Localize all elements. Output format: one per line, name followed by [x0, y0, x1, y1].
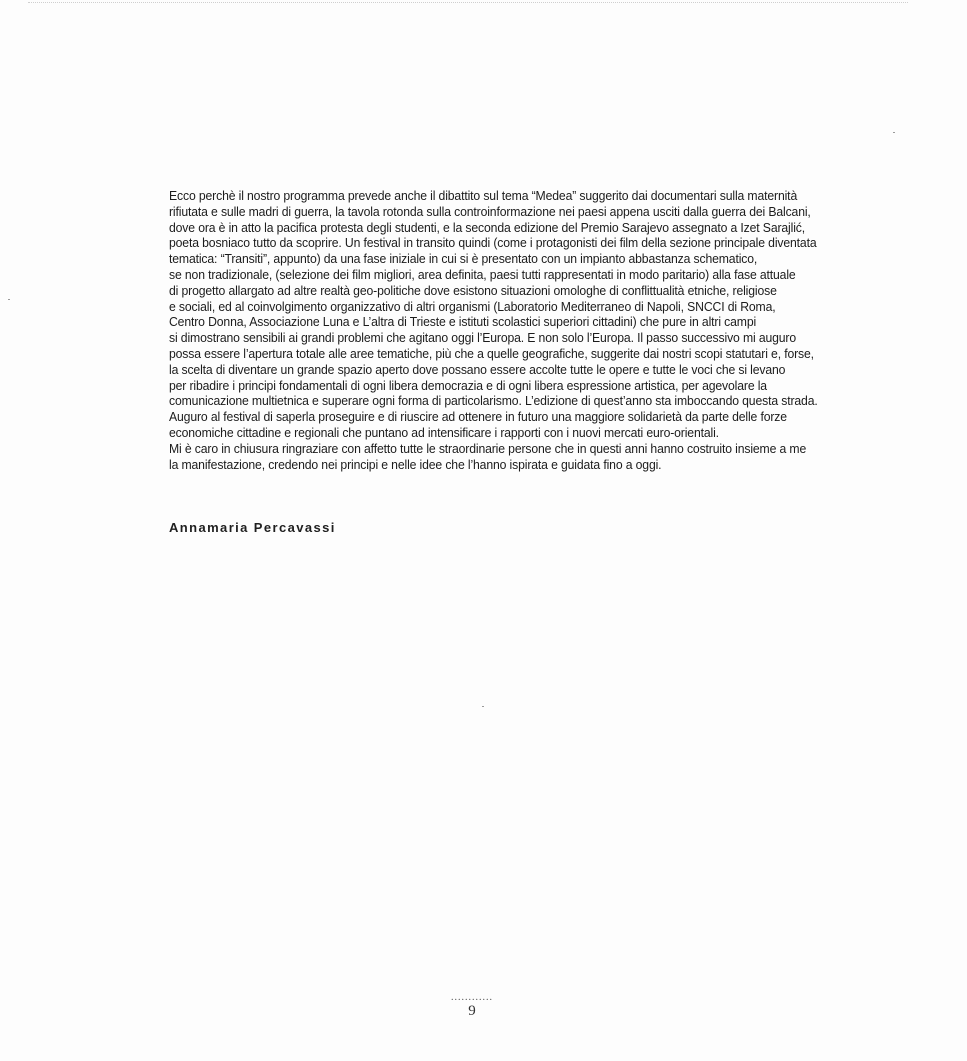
page-number-dots: ............	[451, 992, 493, 1003]
author-signature: Annamaria Percavassi	[169, 520, 336, 535]
page-number: 9	[468, 1003, 476, 1019]
scan-speck	[8, 299, 10, 300]
paragraph-line: poeta bosniaco tutto da scoprire. Un festival in transito quindi (come i protagonisti dei film della sezione principale diventata	[169, 235, 817, 251]
paragraph-line: Auguro al festival di saperla proseguire e di riuscire ad ottenere in futuro una maggiore solidarietà da parte delle forze	[169, 409, 787, 425]
paragraph-line: e sociali, ed al coinvolgimento organizzativo di altri organismi (Laboratorio Mediterraneo di Napoli, SNCCI di Roma,	[169, 298, 776, 314]
paragraph-line: Ecco perchè il nostro programma prevede anche il dibattito sul tema “Medea” suggerito dai documentari sulla maternità	[169, 188, 798, 203]
paragraph-line: tematica: “Transiti”, appunto) da una fase iniziale in cui si è presentato con un impianto abbastanza schematico,	[169, 251, 758, 267]
paragraph-line: di progetto allargato ad altre realtà geo-politiche dove esistono situazioni omologhe di conflittualità etniche, religiose	[169, 282, 777, 298]
paragraph-line: Centro Donna, Associazione Luna e L’altra di Trieste e istituti scolastici superiori cittadini) che pure in altri campi	[169, 314, 757, 330]
body-paragraph	[169, 188, 869, 472]
paragraph-line: comunicazione multietnica e superare ogni forma di particolarismo. L’edizione di quest’anno sta imboccando questa strada.	[169, 393, 818, 409]
top-dotted-rule	[28, 2, 908, 5]
paragraph-line: Mi è caro in chiusura ringraziare con affetto tutte le straordinarie persone che in questi anni hanno costruito insieme a me	[169, 440, 807, 456]
paragraph-line: per ribadire i principi fondamentali di ogni libera democrazia e di ogni libera espressione artistica, per agevolare la	[169, 377, 767, 393]
paragraph-line: si dimostrano sensibili ai grandi problemi che agitano oggi l’Europa. E non solo l’Europa. Il passo successivo mi auguro	[169, 330, 797, 346]
scan-speck	[482, 706, 484, 707]
paragraph-line: la manifestazione, credendo nei principi e nelle idee che l’hanno ispirata e guidata fino a oggi.	[169, 456, 662, 472]
scan-speck	[893, 132, 895, 133]
paragraph-line: dove ora è in atto la pacifica protesta degli studenti, e la seconda edizione del Premio Sarajevo assegnato a Izet Sarajlić,	[169, 219, 806, 235]
paragraph-line: possa essere l’apertura totale alle aree tematiche, più che a quelle geografiche, suggerite dai nostri scopi statutari e, forse,	[169, 345, 814, 361]
paragraph-line: rifiutata e sulle madri di guerra, la tavola rotonda sulla controinformazione nei paesi appena usciti dalla guerra dei Balcani,	[169, 203, 811, 219]
paragraph-line: se non tradizionale, (selezione dei film migliori, area definita, paesi tutti rappresentati in modo paritario) alla fase attuale	[169, 266, 796, 282]
paragraph-line: la scelta di diventare un grande spazio aperto dove possano essere accolte tutte le opere e tutte le voci che si levano	[169, 361, 786, 377]
paragraph-line: economiche cittadine e regionali che puntano ad intensificare i rapporti con i nuovi mercati euro-orientali.	[169, 424, 719, 440]
